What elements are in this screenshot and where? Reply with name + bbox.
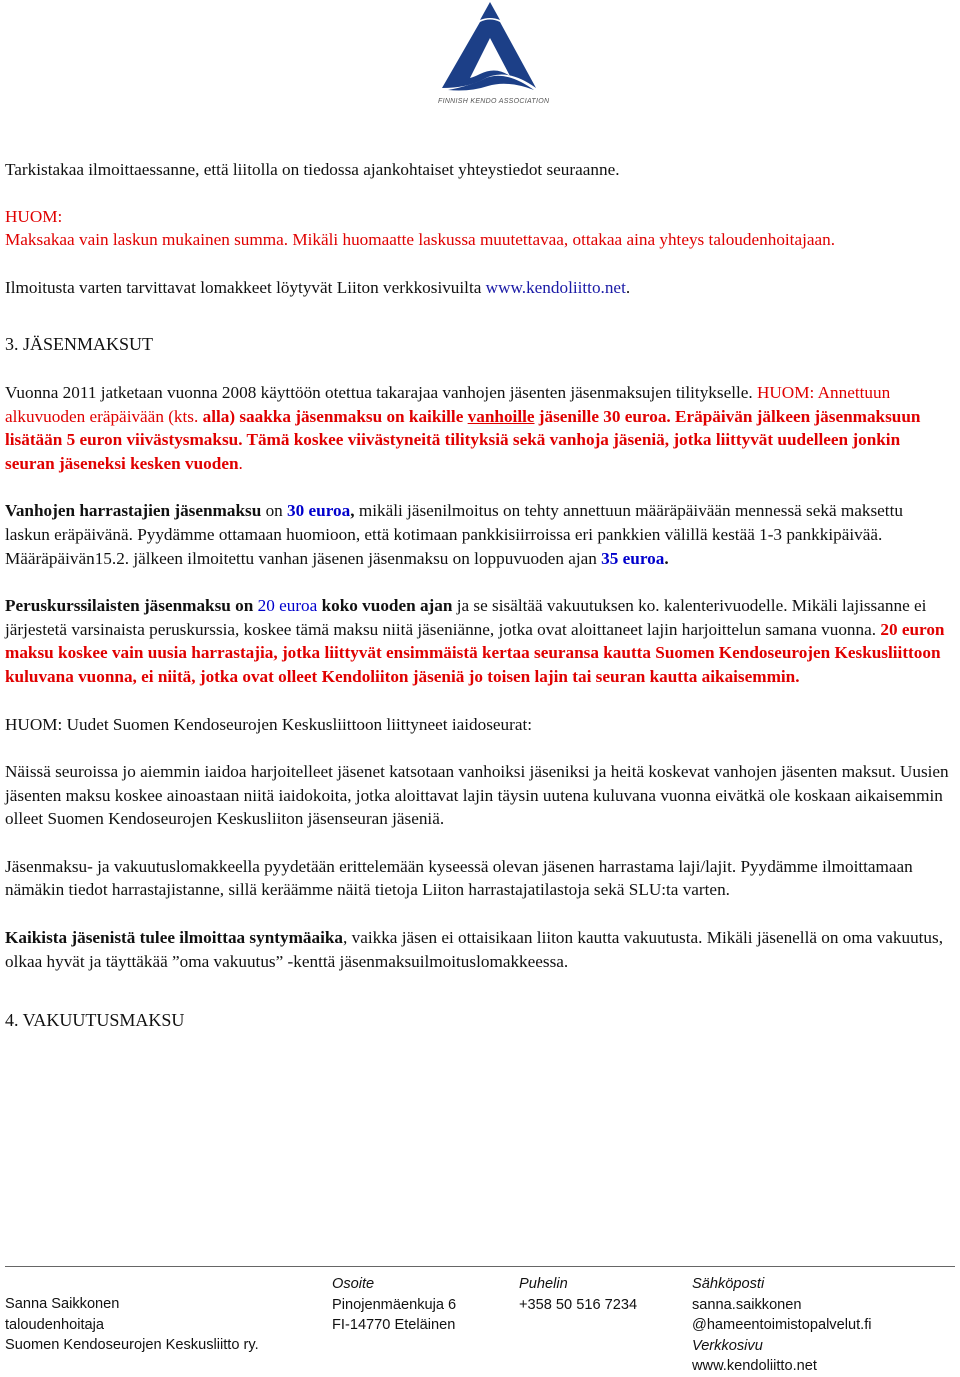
p7-a: Kaikista jäsenistä tulee ilmoittaa syntymäaika [5, 928, 344, 948]
section3-paragraph4: HUOM: Uudet Suomen Kendoseurojen Keskusliittoon liittyneet iaidoseurat: [5, 714, 533, 734]
section3-paragraph6: Jäsenmaksu- ja vakuutuslomakkeella pyydetään erittelemään kyseessä olevan jäsenen harrastama laji/lajit. Pyydämme ilmoittamaan nämäkin tiedot harrastajistanne, sillä keräämme näitä tietoja Liiton harrastajatilastoja sekä SLU:ta varten. [5, 856, 913, 900]
section3-paragraph2 [5, 499, 950, 570]
section3-paragraph7 [5, 926, 950, 973]
p3-red: 20 euron maksu koskee vain uusia harrastajia, jotka liittyvät ensimmäistä kertaa seuransa kautta Suomen Kendoseurojen Keskusliittoon kuluvana vuonna, ei niitä, jotka ovat olleet Kendoliiton jäseniä jo toisen lajin tai seuran kautta aikaisemmin. [5, 619, 945, 686]
footer [5, 1266, 955, 1373]
footer-street: Pinojenmäenkuja 6 [332, 1296, 457, 1313]
p2-price-35: 35 euroa [601, 548, 665, 568]
section3-paragraph3 [5, 594, 950, 688]
footer-phone-number: +358 50 516 7234 [519, 1296, 638, 1313]
kendoliitto-link[interactable]: www.kendoliitto.net [485, 277, 626, 297]
logo-caption: FINNISH KENDO ASSOCIATION [438, 98, 550, 105]
footer-web-link[interactable]: www.kendoliitto.net [692, 1358, 817, 1374]
p1-bold-d: Tämä koskee viivästyneitä tilityksiä sekä vanhoja jäseniä, jotka liittyvät uudelleen jonkin seuran jäseneksi kesken vuoden [5, 430, 901, 473]
forms-paragraph [5, 276, 950, 300]
p2-a: Vanhojen harrastajien jäsenmaksu [5, 501, 262, 521]
huom-label: HUOM: [5, 206, 63, 226]
huom-text: Maksakaa vain laskun mukainen summa. Mikäli huomaatte laskussa muutettavaa, ottakaa aina yhteys taloudenhoitajaan. [5, 230, 836, 250]
forms-end: . [625, 277, 631, 297]
footer-email-domain[interactable]: @hameentoimistopalvelut.fi [692, 1317, 872, 1333]
document-body [5, 158, 950, 1033]
footer-phone [519, 1274, 637, 1315]
section3-paragraph5: Näissä seuroissa jo aiemmin iaidoa harjoitelleet jäsenet katsotaan vanhoiksi jäseniksi ja heitä koskevat vanhojen jäsenten maksut. Uusien jäsenten maksu koskee ainoastaan niitä iaidokoita, jotka aloittavat lajin täysin uutena kuluvana vuonna eivätkä ole koskaan aikaisemmin olleet Suomen Kendoseurojen Keskusliiton jäsenseuran jäseniä. [5, 762, 949, 829]
p1-end: . [238, 453, 243, 473]
section4-heading: 4. VAKUUTUSMAKSU [5, 1010, 185, 1031]
p3-price-20: 20 euroa [257, 596, 318, 616]
intro-text: Tarkistakaa ilmoittaessanne, että liitolla on tiedossa ajankohtaiset yhteystiedot seuraanne. [5, 160, 620, 179]
p2-g: . [664, 548, 669, 568]
footer-org: Suomen Kendoseurojen Keskusliitto ry. [5, 1337, 259, 1353]
footer-postal: FI-14770 Eteläinen [332, 1317, 456, 1333]
p2-b: on [261, 501, 288, 521]
p2-d: , [350, 501, 355, 521]
section3-heading: 3. JÄSENMAKSUT [5, 334, 154, 355]
footer-contact [5, 1294, 259, 1356]
p1-bold-a: alla) saakka jäsenmaksu on kaikille [198, 406, 468, 426]
footer-web-label: Verkkosivu [692, 1337, 763, 1354]
triangle-logo-icon [426, 0, 556, 100]
p1-huom: HUOM: Annettuun alkuvuoden eräpäivään (kts. [5, 382, 891, 426]
section3-paragraph1 [5, 381, 950, 475]
footer-address-label: Osoite [332, 1276, 375, 1292]
footer-role: taloudenhoitaja [5, 1316, 104, 1333]
footer-email-user[interactable]: sanna.saikkonen [692, 1296, 802, 1313]
footer-name: Sanna Saikkonen [5, 1296, 120, 1312]
footer-email [692, 1274, 872, 1377]
p1-underlined: vanhoille [467, 406, 535, 426]
p1-plain: Vuonna 2011 jatketaan vuonna 2008 käyttöön otettua takarajaa vanhojen jäsenten jäsenmaksujen tilitykselle. [5, 382, 753, 402]
p2-price-30: 30 euroa [287, 501, 351, 521]
p7-b: , vaikka jäsen ei ottaisikaan liiton kautta vakuutusta. Mikäli jäsenellä on oma vakuutus, olkaa hyvät ja täyttäkää ”oma vakuutus” -kenttä jäsenmaksuilmoituslomakkeessa. [5, 928, 944, 971]
p2-e: mikäli jäsenilmoitus on tehty annettuun määräpäivään mennessä sekä maksettu laskun eräpäivänä. Pyydämme ottamaan huomioon, että kotimaan pankkisiirroissa eri pankkien välillä kestää 1-3 pankkipäivää. Määräpäivän15.2. jälkeen ilmoitettu vanhan jäsenen jäsenmaksu on loppuvuoden ajan [5, 501, 903, 568]
p3-d: koko vuoden ajan [317, 596, 453, 616]
footer-email-label: Sähköposti [692, 1276, 765, 1292]
p3-a: Peruskurssilaisten jäsenmaksu on [5, 596, 254, 616]
forms-text: Ilmoitusta varten tarvittavat lomakkeet löytyvät Liiton verkkosivuilta [5, 277, 486, 297]
logo [426, 0, 556, 110]
footer-address [332, 1274, 456, 1336]
p3-e: ja se sisältää vakuutuksen ko. kalenterivuodelle. Mikäli lajissanne ei järjestetä varsinaista peruskurssia, koskee tämä maksu niitä jäseniänne, jotka ovat aloittaneet lajin harjoittelun samana vuonna. [5, 596, 927, 639]
footer-phone-label: Puhelin [519, 1276, 568, 1292]
p1-bold-c: jäsenille 30 euroa. Eräpäivän jälkeen jäsenmaksuun lisätään 5 euron viivästysmaksu. [5, 406, 921, 450]
